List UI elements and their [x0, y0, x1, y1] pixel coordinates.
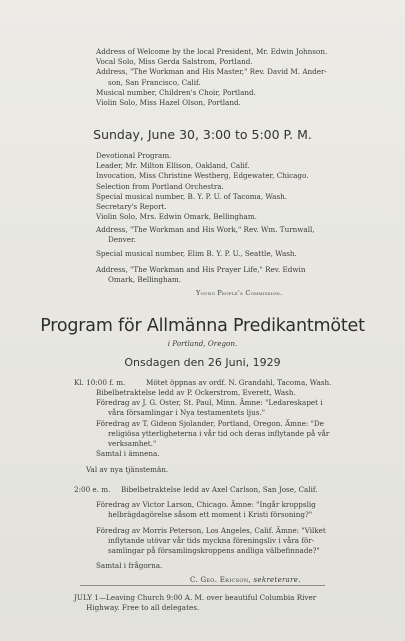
program-item-continuation: Omark, Bellingham.: [108, 275, 182, 285]
peterson-talk: [96, 526, 396, 557]
program-item: Violin Solo, Mrs. Edwin Omark, Bellingham.: [96, 212, 257, 222]
program-item: Selection from Portland Orchestra.: [96, 181, 224, 191]
program-item: Föredrag av J. G. Oster, St. Paul, Minn. Ämne: "Ledareskapet i: [96, 398, 323, 408]
address-prayer-life: [96, 265, 396, 285]
program-item: Vocal Solo, Miss Gerda Salstrom, Portland.: [96, 57, 253, 67]
date-heading: Onsdagen den 26 Juni, 1929: [124, 356, 281, 369]
program-item-continuation: helbrägdagörelse såsom ett moment i Kristi försoning?": [108, 510, 313, 520]
special-musical-elim: Special musical number, Elim B. Y. P. U., Seattle, Wash.: [96, 249, 297, 258]
program-item: Samtal i ämnena.: [96, 449, 160, 459]
program-item: Föredrag av Morris Peterson, Los Angeles, Calif. Ämne: "Vilket: [96, 526, 326, 535]
program-item: Special musical number, B. Y. P. U. of Tacoma, Wash.: [96, 191, 288, 201]
sunday-heading: Sunday, June 30, 3:00 to 5:00 P. M.: [93, 127, 312, 142]
program-item: Musical number, Children's Choir, Portland.: [96, 87, 256, 97]
july-excursion-note: [74, 593, 399, 613]
program-item-continuation: våra församlingar i Nya testamentets ljus.": [108, 408, 266, 418]
program-item: Leader, Mr. Milton Ellison, Oakland, Calif.: [96, 161, 250, 171]
program-item: Bibelbetraktelse ledd av P. Ockerstrom, Everett, Wash.: [96, 388, 296, 397]
commission-signature: Young People's Commission.: [196, 289, 283, 297]
program-item: Föredrag av T. Gideon Sjolander, Portland, Oregon. Ämne: "De: [96, 418, 324, 428]
afternoon-opening: Bibelbetraktelse ledd av Axel Carlson, San Jose, Calif.: [121, 485, 318, 494]
program-item-continuation: Denver.: [108, 235, 136, 245]
morning-section: [96, 388, 396, 459]
program-item: Secretary's Report.: [96, 202, 167, 212]
larson-talk: [96, 500, 396, 520]
main-heading: Program för Allmänna Predikantmötet: [40, 316, 365, 336]
program-item-continuation: samlingar på församlingskroppens andliga välbefinnade?": [108, 546, 320, 556]
location-line: i Portland, Oregon.: [167, 339, 238, 348]
welcome-section: [96, 47, 396, 108]
morning-time: Kl. 10:00 f. m.: [74, 378, 126, 387]
sunday-section: [96, 151, 396, 222]
program-item: Address of Welcome by the local President, Mr. Edwin Johnson.: [96, 47, 328, 56]
program-item: Address, "The Workman and His Prayer Life," Rev. Edwin: [96, 265, 306, 274]
program-item: Föredrag av Victor Larson, Chicago. Ämne: "Ingår kroppslig: [96, 500, 316, 509]
secretary-title: sekreterare.: [253, 576, 301, 584]
program-item: Invocation, Miss Christine Westberg, Edgewater, Chicago.: [96, 171, 309, 181]
secretary-name: C. Geo. Ericson,: [190, 576, 251, 584]
questions-discussion: Samtal i frågorna.: [96, 561, 163, 570]
program-item: Violin Solo, Miss Hazel Olson, Portland.: [96, 98, 241, 108]
program-item-continuation: verksamhet.": [108, 439, 157, 449]
program-item: Devotional Program.: [96, 151, 172, 160]
secretary-signature: [190, 576, 301, 584]
officers-election: Val av nya tjänstemän.: [86, 465, 169, 474]
program-item: Address, "The Workman and His Master," Rev. David M. Ander-: [96, 67, 327, 77]
program-item: Address, "The Workman and His Work," Rev. Wm. Turnwall,: [96, 225, 315, 234]
program-item: JULY 1—Leaving Church 9:00 A. M. over beautiful Columbia River: [74, 593, 317, 602]
divider-rule: [80, 585, 325, 586]
program-item-continuation: Highway. Free to all delegates.: [86, 603, 200, 613]
afternoon-time: 2:00 e. m.: [74, 485, 111, 494]
program-item-continuation: religiösa ytterligheterna i vår tid och deras inflytande på vår: [108, 428, 330, 438]
program-item-continuation: inflytande utövar vår tids myckna föreningsliv i våra för-: [108, 536, 315, 546]
morning-opening: Mötet öppnas av ordf. N. Grandahl, Tacoma, Wash.: [146, 378, 332, 387]
program-item-continuation: son, San Francisco, Calif.: [108, 77, 201, 87]
address-workman-work: [96, 225, 396, 245]
